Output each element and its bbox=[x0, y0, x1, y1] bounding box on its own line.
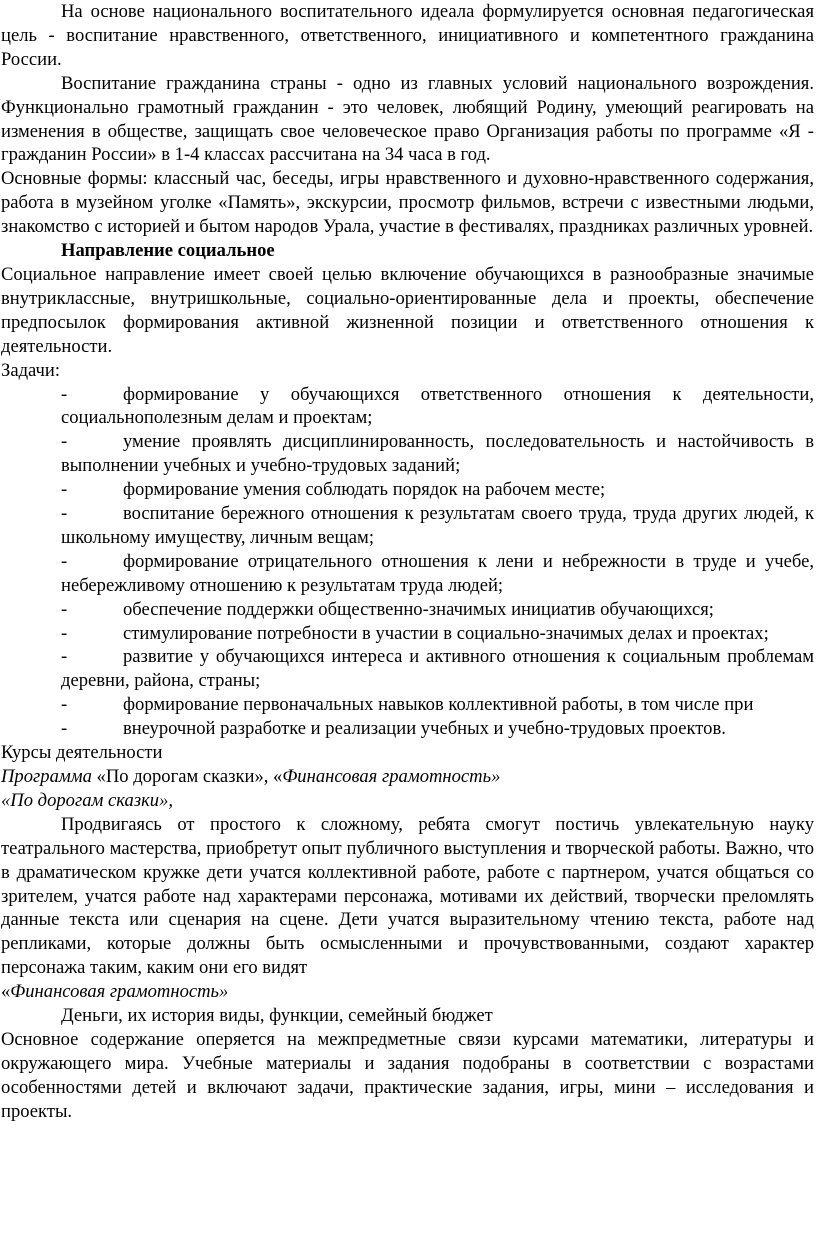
task-dash: - bbox=[61, 646, 68, 668]
task-item bbox=[1, 430, 814, 478]
task-item bbox=[1, 645, 814, 693]
task-item bbox=[1, 550, 814, 598]
task-item bbox=[1, 622, 814, 646]
task-dash: - bbox=[61, 383, 68, 405]
courses-label: Курсы деятельности bbox=[1, 742, 163, 764]
task-item bbox=[1, 598, 814, 622]
task-item bbox=[1, 383, 814, 431]
task-dash: - bbox=[61, 694, 68, 716]
financial-title-text: Финансовая грамотность» bbox=[10, 981, 229, 1003]
financial-course-title bbox=[1, 980, 814, 1004]
task-text: обеспечение поддержки общественно-значимых инициатив обучающихся; bbox=[123, 598, 714, 620]
fairy-course-description: Продвигаясь от простого к сложному, ребята смогут постичь увлекательную науку театрального мастерства, приобретут опыт публичного выступления и творческой работы. Важно, что в драматическом кружке дети учатся коллективной работе, работе с партнером, учатся общаться со зрителем, учатся работе над характерами персонажа, мотивами их действий, творчески преломлять данные текста или сценария на сцене. Дети учатся выразительному чтению текста, работе над репликами, которые должны быть осмысленными и прочувствованными, создают характер персонажа таким, каким они его видят bbox=[1, 813, 814, 979]
paragraph-citizen-education: Воспитание гражданина страны - одно из главных условий национального возрождения. Функционально грамотный гражданин - это человек, любящий Родину, умеющий реагировать на изменения в обществе, защищать свое человеческое право Организация работы по программе «Я - гражданин России» в 1-4 классах рассчитана на 34 часа в год. bbox=[1, 72, 814, 166]
task-text: стимулирование потребности в участии в социально-значимых делах и проектах; bbox=[123, 622, 769, 644]
task-dash: - bbox=[61, 431, 68, 453]
task-text: формирование у обучающихся ответственного отношения к деятельности, социальнополезным делам и проектам; bbox=[61, 383, 814, 429]
financial-course-description: Основное содержание оперяется на межпредметные связи курсами математики, литературы и окружающего мира. Учебные материалы и задания подобраны в соответствии с возрастами особенностями детей и включают задачи, практические задания, игры, мини – исследования и проекты. bbox=[1, 1028, 814, 1122]
task-text: формирование первоначальных навыков коллективной работы, в том числе при bbox=[123, 694, 754, 716]
task-item bbox=[1, 478, 814, 502]
task-dash: - bbox=[61, 503, 68, 525]
paragraph-pedagogical-goal: На основе национального воспитательного идеала формулируется основная педагогическая цель - воспитание нравственного, ответственного, инициативного и компетентного гражданина России. bbox=[1, 1, 814, 70]
task-text: развитие у обучающихся интереса и активного отношения к социальным проблемам деревни, района, страны; bbox=[61, 646, 814, 692]
task-text: формирование отрицательного отношения к лени и небрежности в труде и учебе, небережливому отношению к результатам труда людей; bbox=[61, 550, 814, 596]
task-dash: - bbox=[61, 598, 68, 620]
program-rest-1: «По дорогам сказки», « bbox=[91, 766, 283, 787]
task-item bbox=[1, 693, 814, 717]
financial-quote-open: « bbox=[1, 981, 11, 1003]
heading-social-direction: Направление социальное bbox=[61, 240, 275, 262]
tasks-list bbox=[1, 383, 814, 742]
program-word: Программа bbox=[1, 766, 92, 787]
financial-subtitle: Деньги, их история виды, функции, семейный бюджет bbox=[61, 1005, 493, 1027]
task-text: внеурочной разработке и реализации учебных и учебно-трудовых проектов. bbox=[123, 718, 726, 740]
task-dash: - bbox=[61, 622, 68, 644]
task-item bbox=[1, 502, 814, 550]
paragraph-social-intro: Социальное направление имеет своей целью включение обучающихся в разнообразные значимые внутриклассные, внутришкольные, социально-ориентированные дела и проекты, обеспечение предпосылок формирования активной жизненной позиции и ответственного отношения к деятельности. bbox=[1, 263, 814, 357]
task-dash: - bbox=[61, 550, 68, 572]
task-text: воспитание бережного отношения к результатам своего труда, труда других людей, к школьному имуществу, личным вещам; bbox=[61, 503, 814, 548]
task-text: умение проявлять дисциплинированность, последовательность и настойчивость в выполнении учебных и учебно-трудовых заданий; bbox=[61, 431, 814, 477]
task-item bbox=[1, 717, 814, 741]
program-rest-2: » bbox=[491, 766, 501, 787]
paragraph-main-forms: Основные формы: классный час, беседы, игры нравственного и духовно-нравственного содержания, работа в музейном уголке «Память», экскурсии, просмотр фильмов, встречи с известными людьми, знакомство с историей и бытом народов Урала, участие в фестивалях, праздниках различных уровней. bbox=[1, 168, 814, 238]
task-text: формирование умения соблюдать порядок на рабочем месте; bbox=[123, 479, 606, 501]
tasks-label: Задачи: bbox=[1, 359, 61, 381]
task-dash: - bbox=[61, 479, 68, 501]
program-financial: Финансовая грамотность bbox=[282, 766, 492, 787]
fairy-course-title: «По дорогам сказки», bbox=[1, 789, 174, 811]
program-line bbox=[1, 765, 814, 789]
task-dash: - bbox=[61, 718, 68, 740]
